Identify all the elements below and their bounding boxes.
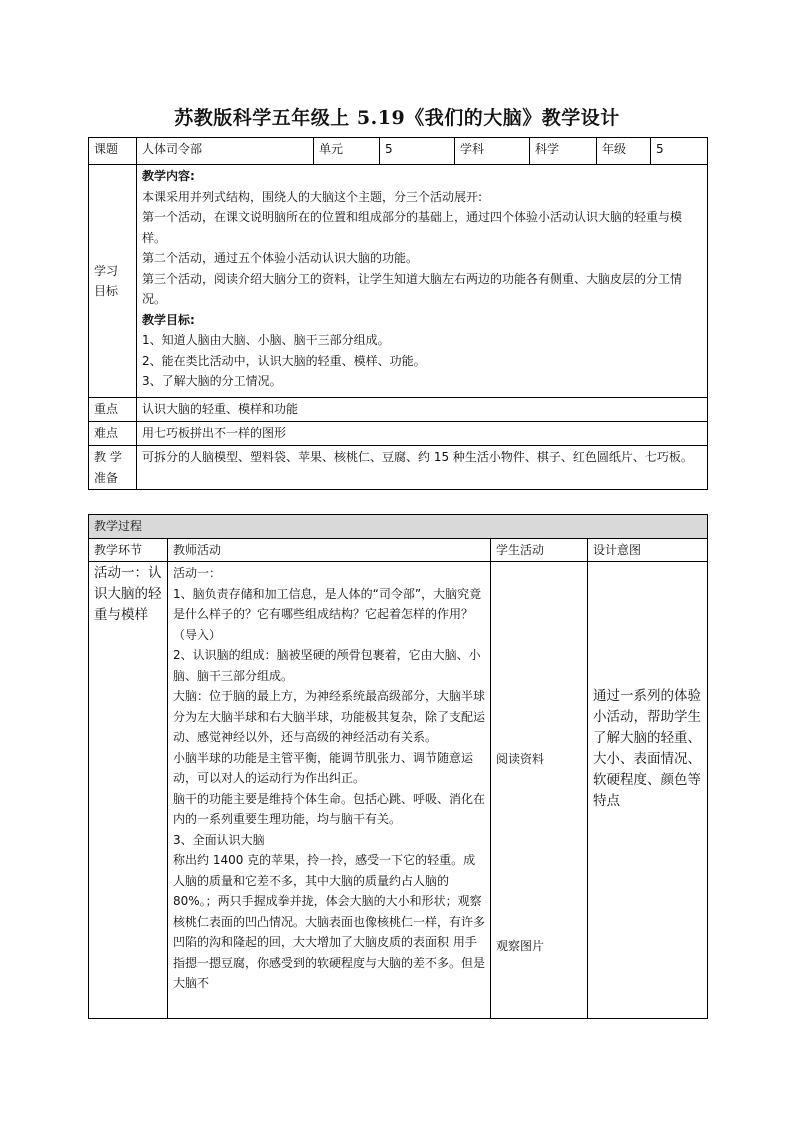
- teacher-line: 2、认识脑的组成：脑被坚硬的颅骨包裹着，它由大脑、小脑、脑干三部分组成。: [173, 648, 481, 683]
- objective-item: 1、知道人脑由大脑、小脑、脑干三部分组成。: [142, 333, 390, 347]
- teacher-line: 活动一：: [173, 566, 222, 580]
- prep-label-line-1: 教 学: [94, 450, 122, 464]
- content-line: 本课采用并列式结构，围绕人的大脑这个主题，分三个活动展开:: [142, 189, 483, 204]
- column-header-student: 学生活动: [491, 538, 588, 562]
- teacher-activity-cell: [168, 562, 491, 1019]
- grade-label: 年级: [597, 138, 651, 165]
- teacher-line: 脑干的功能主要是维持个体生命。包括心跳、呼吸、消化在内的一系列重要生理功能，均与脑干有关。: [173, 791, 486, 826]
- column-header-intent: 设计意图: [588, 538, 708, 562]
- stage-cell: 活动一：认识大脑的轻重与模样: [89, 562, 168, 1019]
- key-point-label: 重点: [89, 398, 137, 422]
- student-activity: 观察图片: [496, 938, 545, 953]
- prep-label-line-2: 准备: [94, 470, 119, 485]
- column-header-teacher: 教师活动: [168, 538, 491, 562]
- course-value: 人体司令部: [137, 138, 314, 165]
- content-line: 第二个活动，通过五个体验小活动认识大脑的功能。: [142, 251, 419, 265]
- lesson-info-table: [88, 137, 708, 490]
- student-activity-cell: [491, 562, 588, 1019]
- process-heading: 教学过程: [89, 515, 708, 539]
- prep-value: 可拆分的人脑模型、塑料袋、苹果、核桃仁、豆腐、约 15 种生活小物件、棋子、红色圆纸片、七巧板。: [137, 446, 708, 490]
- teacher-line: 1、脑负责存储和加工信息，是人体的“司令部”，大脑究竟是什么样子的？它有哪些组成结构？它起着怎样的作用？（导入）: [173, 586, 482, 642]
- teaching-process-table: [88, 514, 708, 1019]
- subject-label: 学科: [455, 138, 530, 165]
- course-label: 课题: [89, 138, 137, 165]
- teacher-line: 称出约 1400 克的苹果，拎一拎，感受一下它的轻重。成人脑的质量和它差不多，其中大脑的质量约占人脑的 80%。；两只手握成拳并拢，体会大脑的大小和形状；观察核桃仁表面的凹凸情况。大脑表面也像核桃仁一样，有许多凹陷的沟和隆起的回，大大增加了大脑皮质的表面积 用手指摁一摁豆腐，你感受到的软硬程度与大脑的差不多。但是大脑不: [173, 853, 486, 990]
- design-intent: 通过一系列的体验小活动，帮助学生了解大脑的轻重、大小、表面情况、软硬程度、颜色等特点: [593, 688, 701, 809]
- key-point-value: 认识大脑的轻重、模样和功能: [137, 398, 708, 422]
- goals-label-line-1: 学习: [94, 263, 119, 278]
- goals-content: [137, 165, 708, 398]
- objectives-heading: 教学目标:: [142, 312, 195, 327]
- page-title: 苏教版科学五年级上 5.19《我们的大脑》教学设计: [174, 107, 620, 129]
- goals-label: [89, 165, 137, 398]
- content-heading: 教学内容:: [142, 169, 195, 183]
- content-line: 第三个活动，阅读介绍大脑分工的资料，让学生知道大脑左右两边的功能各有侧重、大脑皮层的分工情况。: [142, 271, 683, 306]
- prep-label: [89, 446, 137, 490]
- objective-item: 2、能在类比活动中，认识大脑的轻重、模样、功能。: [142, 353, 426, 368]
- subject-value: 科学: [530, 138, 597, 165]
- column-header-stage: 教学环节: [89, 538, 168, 562]
- teacher-line: 3、全面认识大脑: [173, 832, 265, 847]
- design-intent-cell: [588, 562, 708, 1019]
- content-line: 第一个活动，在课文说明脑所在的位置和组成部分的基础上，通过四个体验小活动认识大脑的轻重与模样。: [142, 210, 683, 245]
- difficulty-label: 难点: [89, 422, 137, 446]
- teacher-line: 大脑：位于脑的最上方，为神经系统最高级部分，大脑半球分为左大脑半球和右大脑半球，功能极其复杂，除了支配运动、感觉神经以外，还与高级的神经活动有关系。: [173, 689, 486, 744]
- unit-label: 单元: [314, 138, 380, 165]
- student-activity: 阅读资料: [496, 752, 545, 766]
- grade-value: 5: [651, 138, 708, 165]
- teacher-line: 小脑半球的功能是主管平衡，能调节肌张力、调节随意运动，可以对人的运动行为作出纠正。: [173, 750, 474, 785]
- unit-value: 5: [380, 138, 455, 165]
- difficulty-value: 用七巧板拼出不一样的图形: [137, 422, 708, 446]
- goals-label-line-2: 目标: [94, 284, 119, 298]
- objective-item: 3、了解大脑的分工情况。: [142, 374, 282, 388]
